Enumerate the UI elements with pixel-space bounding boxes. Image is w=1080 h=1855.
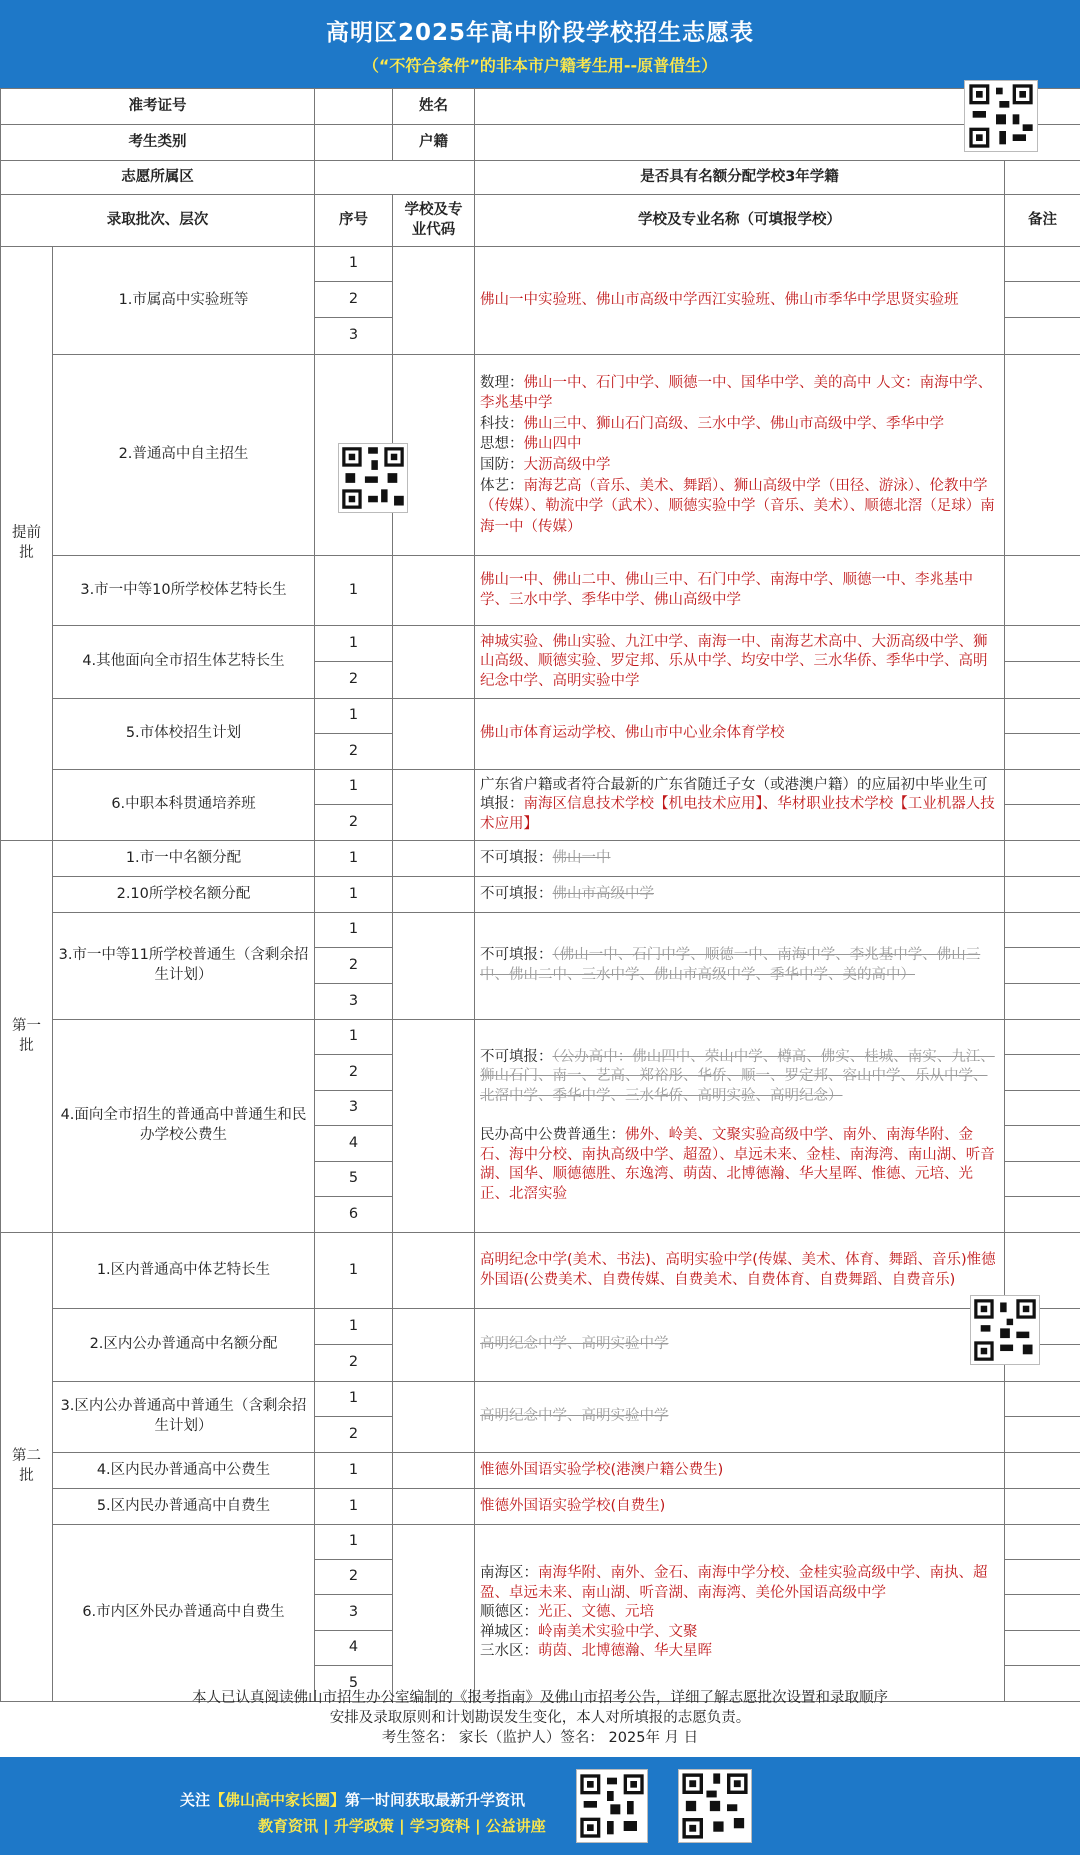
seq-number: 3 [348,327,359,344]
qr-code-icon [576,1769,648,1843]
category-label: 体艺： [480,477,524,494]
school-list: 惟德外国语实验学校(自费生) [475,1489,1005,1525]
footer-links: 教育资讯 | 升学政策 | 学习资料 | 公益讲座 [258,1817,546,1835]
school-names: 南海艺高（音乐、美术、舞蹈）、狮山高级中学（田径、游泳）、伦教中学（传媒）、勒流中学（武术）、顺德实验中学（音乐、美术）、顺德北滘（足球）南海一中（传媒） [480,477,995,535]
seq-number: 4 [315,1126,392,1162]
seq-cell [315,626,393,699]
seq-number: 3 [348,992,359,1009]
memo-cell[interactable] [1005,1525,1080,1702]
seq-number: 3 [315,1091,392,1126]
category-label: 数理： [480,374,524,391]
school-list: 佛山一中、佛山二中、佛山三中、石门中学、南海中学、顺德一中、李兆基中学、三水中学、季华中学、佛山高级中学 [475,556,1005,626]
code-field[interactable] [393,1382,475,1453]
seq-number: 4 [315,1631,392,1666]
code-field[interactable] [393,626,475,699]
page-title: 高明区2025年高中阶段学校招生志愿表 [325,20,754,46]
name-label: 姓名 [393,89,475,125]
code-field[interactable] [393,913,475,1020]
hukou-label: 户籍 [393,125,475,161]
code-field[interactable] [393,247,475,355]
declaration-line: 本人已认真阅读佛山市招生办公室编制的《报考指南》及佛山市招考公告，详细了解志愿批次设置和录取顺序 [192,1690,888,1706]
row-name: 3.市一中等11所学校普通生（含剩余招生计划） [53,913,315,1020]
qr-code-icon [338,443,408,513]
seq-cell [315,699,393,770]
memo-cell[interactable] [1005,247,1080,355]
signature-line: 考生签名： 家长（监护人）签名： 2025年 月 日 [381,1730,699,1746]
school-list [475,913,1005,1020]
district-label: 三水区： [480,1643,538,1660]
row-name: 6.市内区外民办普通高中自费生 [53,1525,315,1702]
seq-number: 2 [348,671,359,688]
exam-id-field[interactable] [315,89,393,125]
row-name: 1.区内普通高中体艺特长生 [53,1233,315,1309]
district-label: 志愿所属区 [1,161,315,195]
code-field[interactable] [393,1489,475,1525]
memo-cell[interactable] [1005,770,1080,841]
seq-number: 1 [315,770,392,805]
school-list: 高明纪念中学(美术、书法)、高明实验中学(传媒、美术、体育、舞蹈、音乐)惟德外国语(公费美术、自费传媒、自费美术、自费体育、自费舞蹈、自费音乐) [475,1233,1005,1309]
batch-early: 提前批 [1,247,53,841]
not-allowed-label: 不可填报： [480,885,553,902]
memo-cell[interactable] [1005,355,1080,556]
seq-number: 1 [315,1453,393,1489]
district-label: 南海区： [480,1565,538,1582]
row-name: 1.市一中名额分配 [53,841,315,877]
memo-cell[interactable] [1005,1382,1080,1453]
col-memo-header: 备注 [1005,195,1080,247]
row-name: 6.中职本科贯通培养班 [53,770,315,841]
school-list: 高明纪念中学、高明实验中学 [475,1309,1005,1382]
seq-number: 1 [315,841,393,877]
memo-cell[interactable] [1005,877,1080,913]
memo-cell[interactable] [1005,913,1080,1020]
row-name: 3.市一中等10所学校体艺特长生 [53,556,315,626]
seq-number: 1 [315,1489,393,1525]
seq-number: 2 [315,948,392,984]
code-field[interactable] [393,699,475,770]
school-list [475,841,1005,877]
seq-number: 5 [348,1674,359,1691]
school-list [475,770,1005,841]
memo-cell[interactable] [1005,1453,1080,1489]
header-banner [0,0,1080,88]
batch-first: 第一批 [1,841,53,1233]
seq-cell [315,1382,393,1453]
batch-second: 第二批 [1,1233,53,1702]
school-list: 神城实验、佛山实验、九江中学、南海一中、南海艺术高中、大沥高级中学、狮山高级、顺德实验、罗定邦、乐从中学、均安中学、三水华侨、季华中学、高明纪念中学、高明实验中学 [475,626,1005,699]
category-label: 思想： [480,436,524,453]
seq-number: 1 [315,1309,392,1345]
quota-field[interactable] [1005,161,1080,195]
seq-number: 1 [315,1233,393,1309]
seq-number: 1 [315,913,392,948]
school-names: 佛山四中 [523,436,582,453]
seq-number: 6 [348,1205,359,1222]
row-name: 1.市属高中实验班等 [53,247,315,355]
seq-number: 1 [315,877,393,913]
application-form [0,88,1080,1702]
category-label: 考生类别 [1,125,315,161]
school-names: （佛山一中、石门中学、顺德一中、南海中学、李兆基中学、佛山三中、佛山二中、三水中学、佛山市高级中学、季华中学、美的高中） [480,947,981,983]
seq-number: 1 [315,1525,392,1560]
row-name: 2.区内公办普通高中名额分配 [53,1309,315,1382]
school-list: 惟德外国语实验学校(港澳户籍公费生) [475,1453,1005,1489]
school-names: 萌茵、北博德瀚、华大星晖 [538,1643,712,1660]
school-list [475,1020,1005,1233]
memo-cell[interactable] [1005,1020,1080,1233]
school-names: 佛山一中、石门中学、顺德一中、国华中学、美的高中 人文：南海中学、李兆基中学 [480,374,993,412]
memo-cell[interactable] [1005,699,1080,770]
code-field[interactable] [393,877,475,913]
school-names: 佛山一中 [552,849,611,866]
seq-number: 2 [348,1354,359,1371]
school-list: 佛山一中实验班、佛山市高级中学西江实验班、佛山市季华中学思贤实验班 [475,247,1005,355]
memo-cell[interactable] [1005,841,1080,877]
category-label: 国防： [480,457,524,473]
memo-cell[interactable] [1005,626,1080,699]
school-names: 大沥高级中学 [523,457,611,473]
seq-number: 1 [315,247,392,282]
code-field[interactable] [393,556,475,626]
declaration [0,1688,1080,1748]
qr-code-icon [678,1769,752,1843]
quota-label: 是否具有名额分配学校3年学籍 [475,161,1005,195]
school-list [475,877,1005,913]
district-label: 顺德区： [480,1604,538,1621]
school-names: 光正、文德、元培 [538,1604,654,1621]
private-school-names: 佛外、岭美、文聚实验高级中学、南外、南海华附、金石、海中分校、南执高级中学、超盈）、卓远未来、金桂、南海湾、南山湖、听音湖、国华、顺德德胜、东逸湾、萌茵、北博德瀚、华大星晖、惟德、元培、光正、北滘实验 [480,1127,995,1202]
row-name: 5.区内民办普通高中自费生 [53,1489,315,1525]
seq-number: 1 [315,556,393,626]
col-batch-header: 录取批次、层次 [1,195,315,247]
eligibility-note: 广东省户籍或者符合最新的广东省随迁子女（或港澳户籍）的应届初中毕业生可填报： [480,776,988,813]
not-allowed-label: 不可填报： [480,849,553,866]
school-list: 佛山市体育运动学校、佛山市中心业余体育学校 [475,699,1005,770]
school-names: 佛山三中、狮山石门高级、三水中学、佛山市高级中学、季华中学 [523,415,944,432]
row-name: 4.面向全市招生的普通高中普通生和民办学校公费生 [53,1020,315,1233]
footer-follow: 关注【佛山高中家长圈】第一时间获取最新升学资讯 [180,1791,526,1809]
seq-cell [315,1309,393,1382]
seq-number: 1 [315,626,392,662]
code-field[interactable] [393,1453,475,1489]
category-label: 科技： [480,415,524,432]
memo-cell[interactable] [1005,1489,1080,1525]
school-list: 高明纪念中学、高明实验中学 [475,1382,1005,1453]
exam-id-label: 准考证号 [1,89,315,125]
row-name: 3.区内公办普通高中普通生（含剩余招生计划） [53,1382,315,1453]
district-field[interactable] [315,161,475,195]
school-names: 南海华附、南外、金石、南海中学分校、金桂实验高级中学、南执、超盈、卓远未来、南山湖、听音湖、南海湾、美伦外国语高级中学 [480,1565,988,1601]
seq-number: 2 [315,1055,392,1091]
not-allowed-label: 不可填报： [480,1048,553,1065]
seq-cell [315,913,393,1020]
code-field[interactable] [393,841,475,877]
declaration-line: 安排及录取原则和计划勘误发生变化，本人对所填报的志愿负责。 [329,1710,751,1726]
seq-number: 2 [315,282,392,318]
row-name: 4.区内民办普通高中公费生 [53,1453,315,1489]
qr-code-icon [964,80,1038,152]
seq-cell [315,247,393,355]
row-name: 2.普通高中自主招生 [53,355,315,556]
footer-banner [0,1757,1080,1855]
school-names: 岭南美术实验中学、文聚 [538,1623,698,1640]
page-subtitle: （“不符合条件”的非本市户籍考生用--原普借生） [362,56,718,75]
seq-number: 1 [315,1020,392,1055]
school-names: 南海区信息技术学校【机电技术应用】、华材职业技术学校【工业机器人技术应用】 [480,796,995,832]
code-field[interactable] [393,770,475,841]
row-name: 5.市体校招生计划 [53,699,315,770]
seq-number: 1 [315,699,392,734]
private-label: 民办高中公费普通生： [480,1127,625,1143]
code-field[interactable] [393,1525,475,1702]
code-field[interactable] [393,1309,475,1382]
category-field[interactable] [315,125,393,161]
col-seq-header: 序号 [315,195,393,247]
seq-cell [315,1020,393,1233]
code-field[interactable] [393,1020,475,1233]
col-school-header: 学校及专业名称（可填报学校） [475,195,1005,247]
seq-cell [315,1525,393,1702]
brand-name: 【佛山高中家长圈】 [210,1791,346,1809]
row-name: 4.其他面向全市招生体艺特长生 [53,626,315,699]
seq-number: 2 [315,1560,392,1595]
public-school-names: （公办高中：佛山四中、荣山中学、樽高、佛实、桂城、南实、九江、狮山石门、南一、艺高、郑裕彤、华侨、顺一、罗定邦、容山中学、乐从中学、北滘中学、季华中学、三水华侨、高明实验、高明纪念） [480,1048,995,1104]
school-list [475,355,1005,556]
row-name: 2.10所学校名额分配 [53,877,315,913]
not-allowed-label: 不可填报： [480,947,553,964]
seq-cell [315,770,393,841]
seq-number: 1 [315,1382,392,1417]
seq-number: 3 [315,1595,392,1631]
school-names: 佛山市高级中学 [552,885,654,902]
memo-cell[interactable] [1005,556,1080,626]
qr-code-icon [970,1295,1040,1365]
school-list [475,1525,1005,1702]
seq-number: 2 [348,813,359,830]
seq-number: 2 [348,1425,359,1442]
col-code-header: 学校及专业代码 [393,195,475,247]
seq-number: 2 [348,742,359,759]
seq-number: 5 [315,1162,392,1197]
code-field[interactable] [393,1233,475,1309]
district-label: 禅城区： [480,1623,538,1640]
